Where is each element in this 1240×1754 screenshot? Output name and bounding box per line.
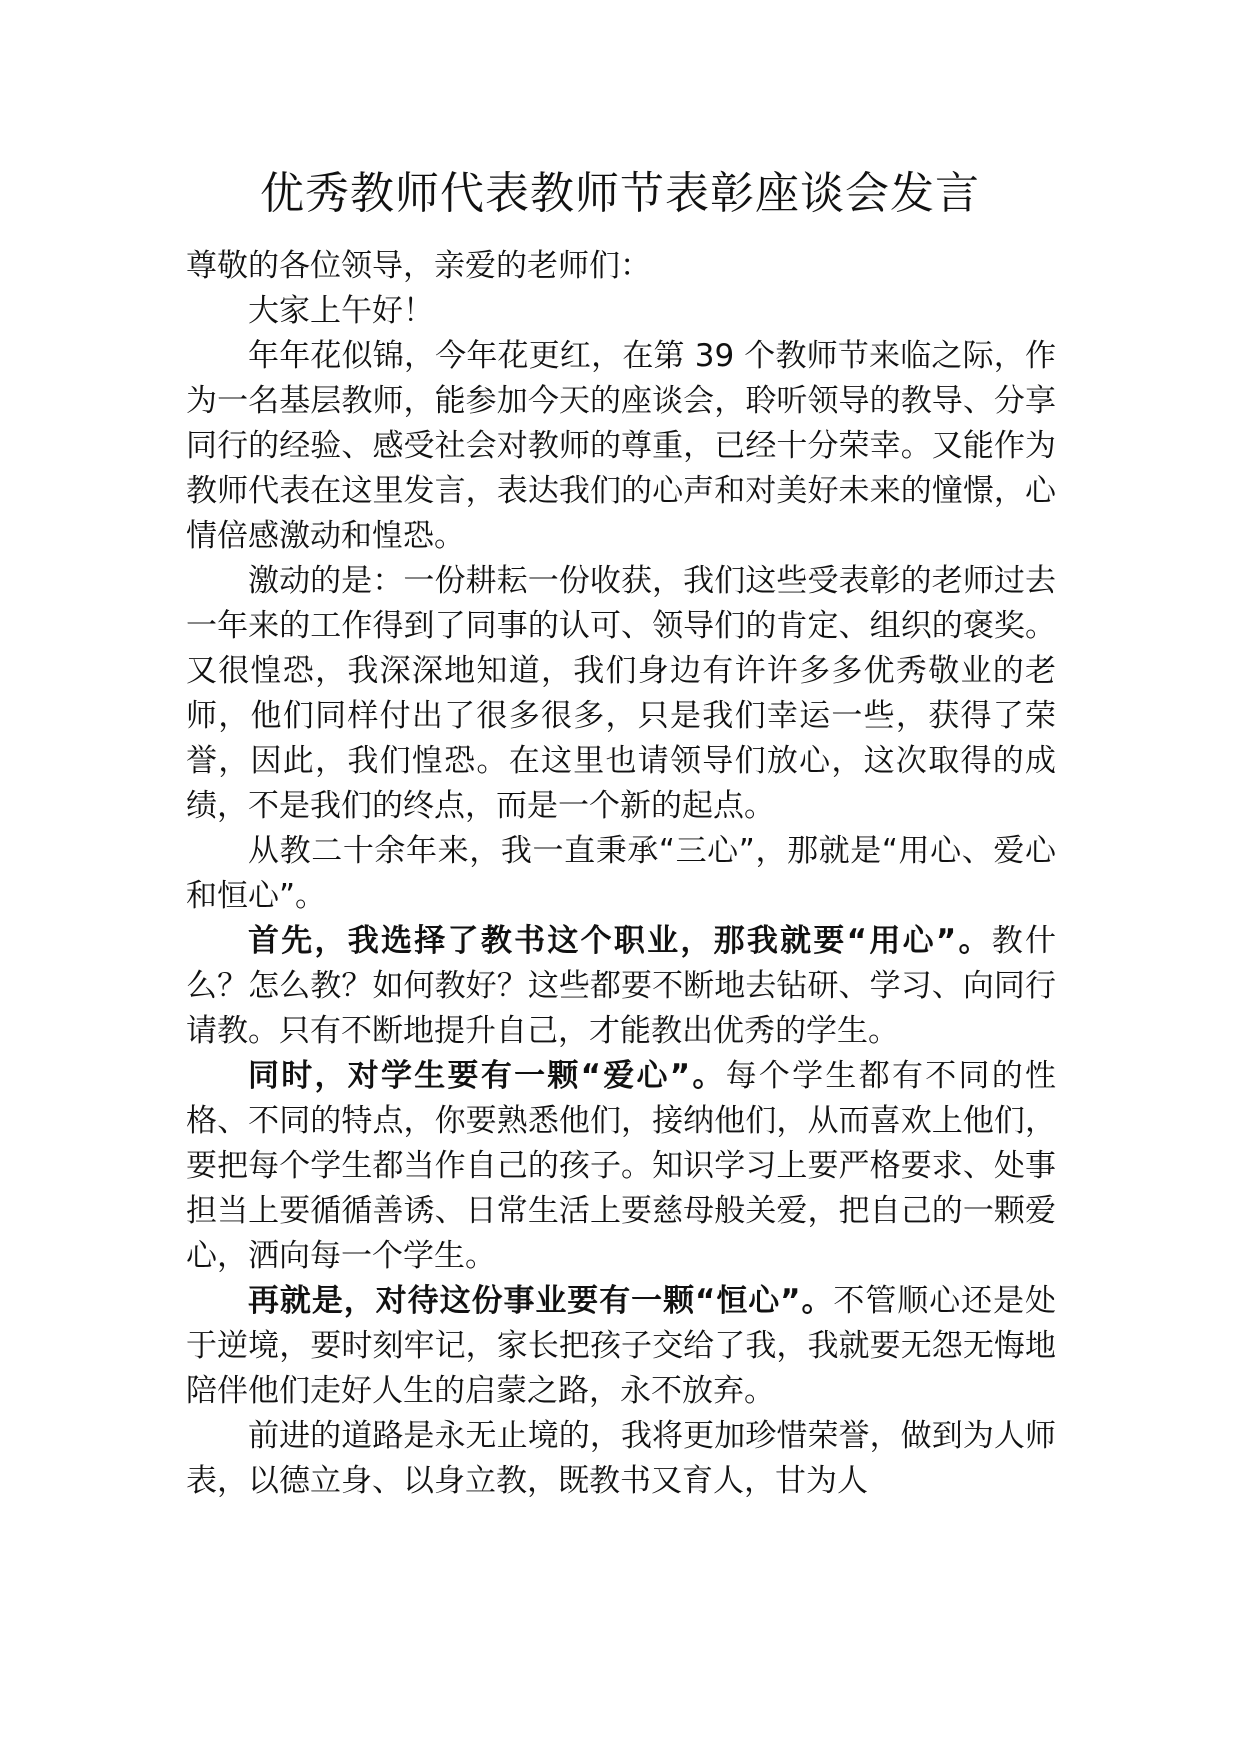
paragraph-3 (186, 829, 1056, 919)
paragraph-6 (186, 1279, 1056, 1414)
greeting: 大家上午好！ (248, 293, 434, 329)
paragraph-5-text: 每个学生都有不同的性格、不同的特点，你要熟悉他们，接纳他们，从而喜欢上他们，要把每个学生都当作自己的孩子。知识学习上要严格要求、处事担当上要循循善诱、日常生活上要慈母般关爱，把自己的一颗爱心，洒向每一个学生。 (186, 1058, 1056, 1274)
paragraph-5 (186, 1054, 1056, 1279)
paragraph-6-text: 不管顺心还是处于逆境，要时刻牢记，家长把孩子交给了我，我就要无怨无悔地陪伴他们走好人生的启蒙之路，永不放弃。 (186, 1283, 1057, 1409)
paragraph-2 (186, 559, 1056, 829)
paragraph-2-text: 激动的是：一份耕耘一份收获，我们这些受表彰的老师过去一年来的工作得到了同事的认可、领导们的肯定、组织的褒奖。又很惶恐，我深深地知道，我们身边有许许多多优秀敬业的老师，他们同样付出了很多很多，只是我们幸运一些，获得了荣誉，因此，我们惶恐。在这里也请领导们放心，这次取得的成绩，不是我们的终点，而是一个新的起点。 (186, 563, 1056, 824)
document-body (186, 244, 1056, 1504)
paragraph-4 (186, 919, 1056, 1054)
paragraph-4-text: 教什么？怎么教？如何教好？这些都要不断地去钻研、学习、向同行请教。只有不断地提升自己，才能教出优秀的学生。 (186, 923, 1057, 1049)
paragraph-4-lead: 首先，我选择了教书这个职业，那我就要“用心”。 (248, 923, 992, 959)
paragraph-5-lead: 同时，对学生要有一颗“爱心”。 (248, 1058, 726, 1094)
paragraph-7 (186, 1414, 1056, 1504)
document-title: 优秀教师代表教师节表彰座谈会发言 (260, 168, 980, 219)
paragraph-3-text: 从教二十余年来，我一直秉承“三心”，那就是“用心、爱心和恒心”。 (186, 833, 1056, 914)
paragraph-1 (186, 334, 1056, 559)
paragraph-7-text: 前进的道路是永无止境的，我将更加珍惜荣誉，做到为人师表，以德立身、以身立教，既教书又育人，甘为人 (186, 1418, 1056, 1499)
salutation: 尊敬的各位领导，亲爱的老师们： (186, 248, 651, 284)
paragraph-6-lead: 再就是，对待这份事业要有一颗“恒心”。 (248, 1283, 834, 1319)
paragraph-1-text: 年年花似锦，今年花更红，在第 39 个教师节来临之际，作为一名基层教师，能参加今天的座谈会，聆听领导的教导、分享同行的经验、感受社会对教师的尊重，已经十分荣幸。又能作为教师代表在这里发言，表达我们的心声和对美好未来的憧憬，心情倍感激动和惶恐。 (186, 338, 1056, 554)
